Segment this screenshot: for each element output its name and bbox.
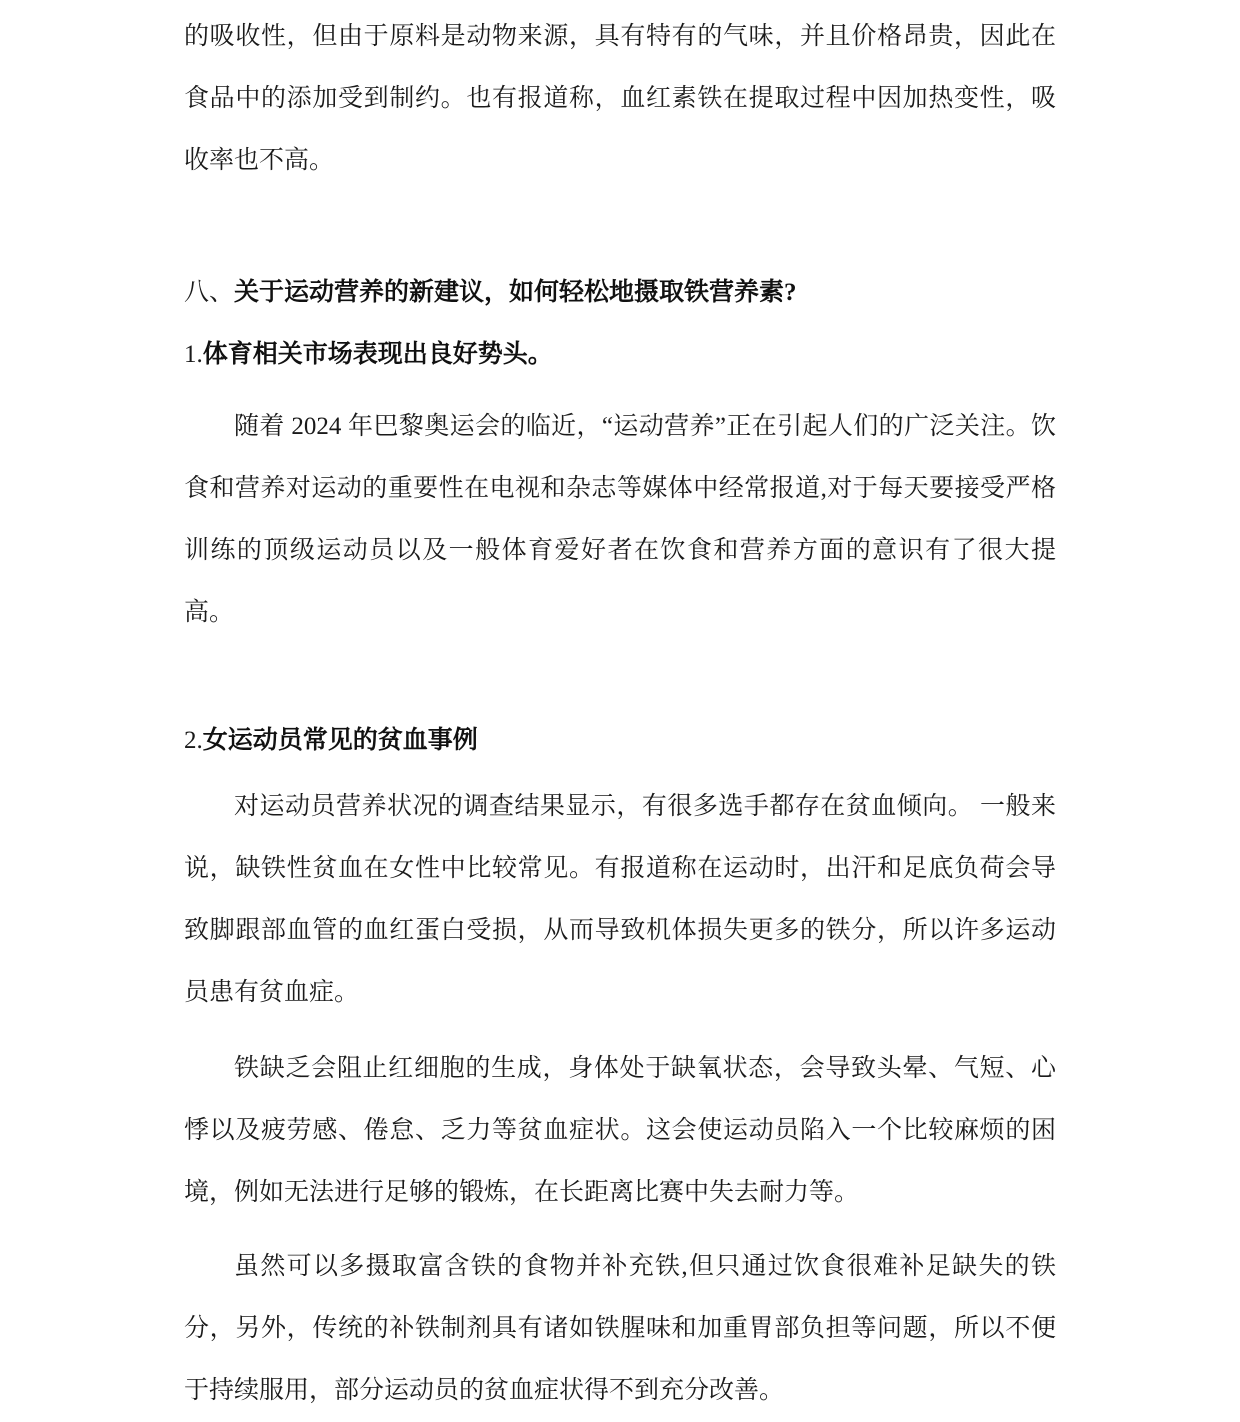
paragraph-sports-market: 随着 2024 年巴黎奥运会的临近，“运动营养”正在引起人们的广泛关注。饮食和营养对运动的重要性在电视和杂志等媒体中经常报道,对于每天要接受严格训练的顶级运动员以及一般体育爱好者在饮食和营养方面的意识有了很大提高。 bbox=[184, 413, 1056, 626]
document-content bbox=[184, 0, 1056, 1422]
continuation-paragraph: 的吸收性，但由于原料是动物来源，具有特有的气味，并且价格昂贵，因此在食品中的添加受到制约。也有报道称，血红素铁在提取过程中因加热变性，吸收率也不高。 bbox=[184, 23, 1056, 174]
section-heading-title: 关于运动营养的新建议，如何轻松地摄取铁营养素? bbox=[234, 279, 797, 306]
paragraph-iron-deficiency-symptoms: 铁缺乏会阻止红细胞的生成，身体处于缺氧状态，会导致头晕、气短、心悸以及疲劳感、倦怠、乏力等贫血症状。这会使运动员陷入一个比较麻烦的困境，例如无法进行足够的锻炼，在长距离比赛中失去耐力等。 bbox=[184, 1055, 1056, 1206]
section-heading bbox=[184, 262, 1056, 324]
paragraph-iron-intake-difficulty: 虽然可以多摄取富含铁的食物并补充铁,但只通过饮食很难补足缺失的铁分，另外，传统的补铁制剂具有诸如铁腥味和加重胃部负担等问题，所以不便于持续服用，部分运动员的贫血症状得不到充分改善。 bbox=[184, 1253, 1056, 1404]
subsection-2-number: 2. bbox=[184, 727, 203, 754]
subsection-1-number: 1. bbox=[184, 341, 203, 368]
subsection-2-heading bbox=[184, 710, 1056, 772]
section-heading-number: 八、 bbox=[184, 279, 235, 306]
subsection-1-heading bbox=[184, 324, 1056, 386]
paragraph-anemia-cases: 对运动员营养状况的调查结果显示，有很多选手都存在贫血倾向。 一般来说，缺铁性贫血在女性中比较常见。有报道称在运动时，出汗和足底负荷会导致脚跟部血管的血红蛋白受损，从而导致机体损失更多的铁分，所以许多运动员患有贫血症。 bbox=[184, 793, 1056, 1006]
subsection-1-title: 体育相关市场表现出良好势头。 bbox=[202, 341, 553, 368]
subsection-2-title: 女运动员常见的贫血事例 bbox=[202, 727, 478, 754]
